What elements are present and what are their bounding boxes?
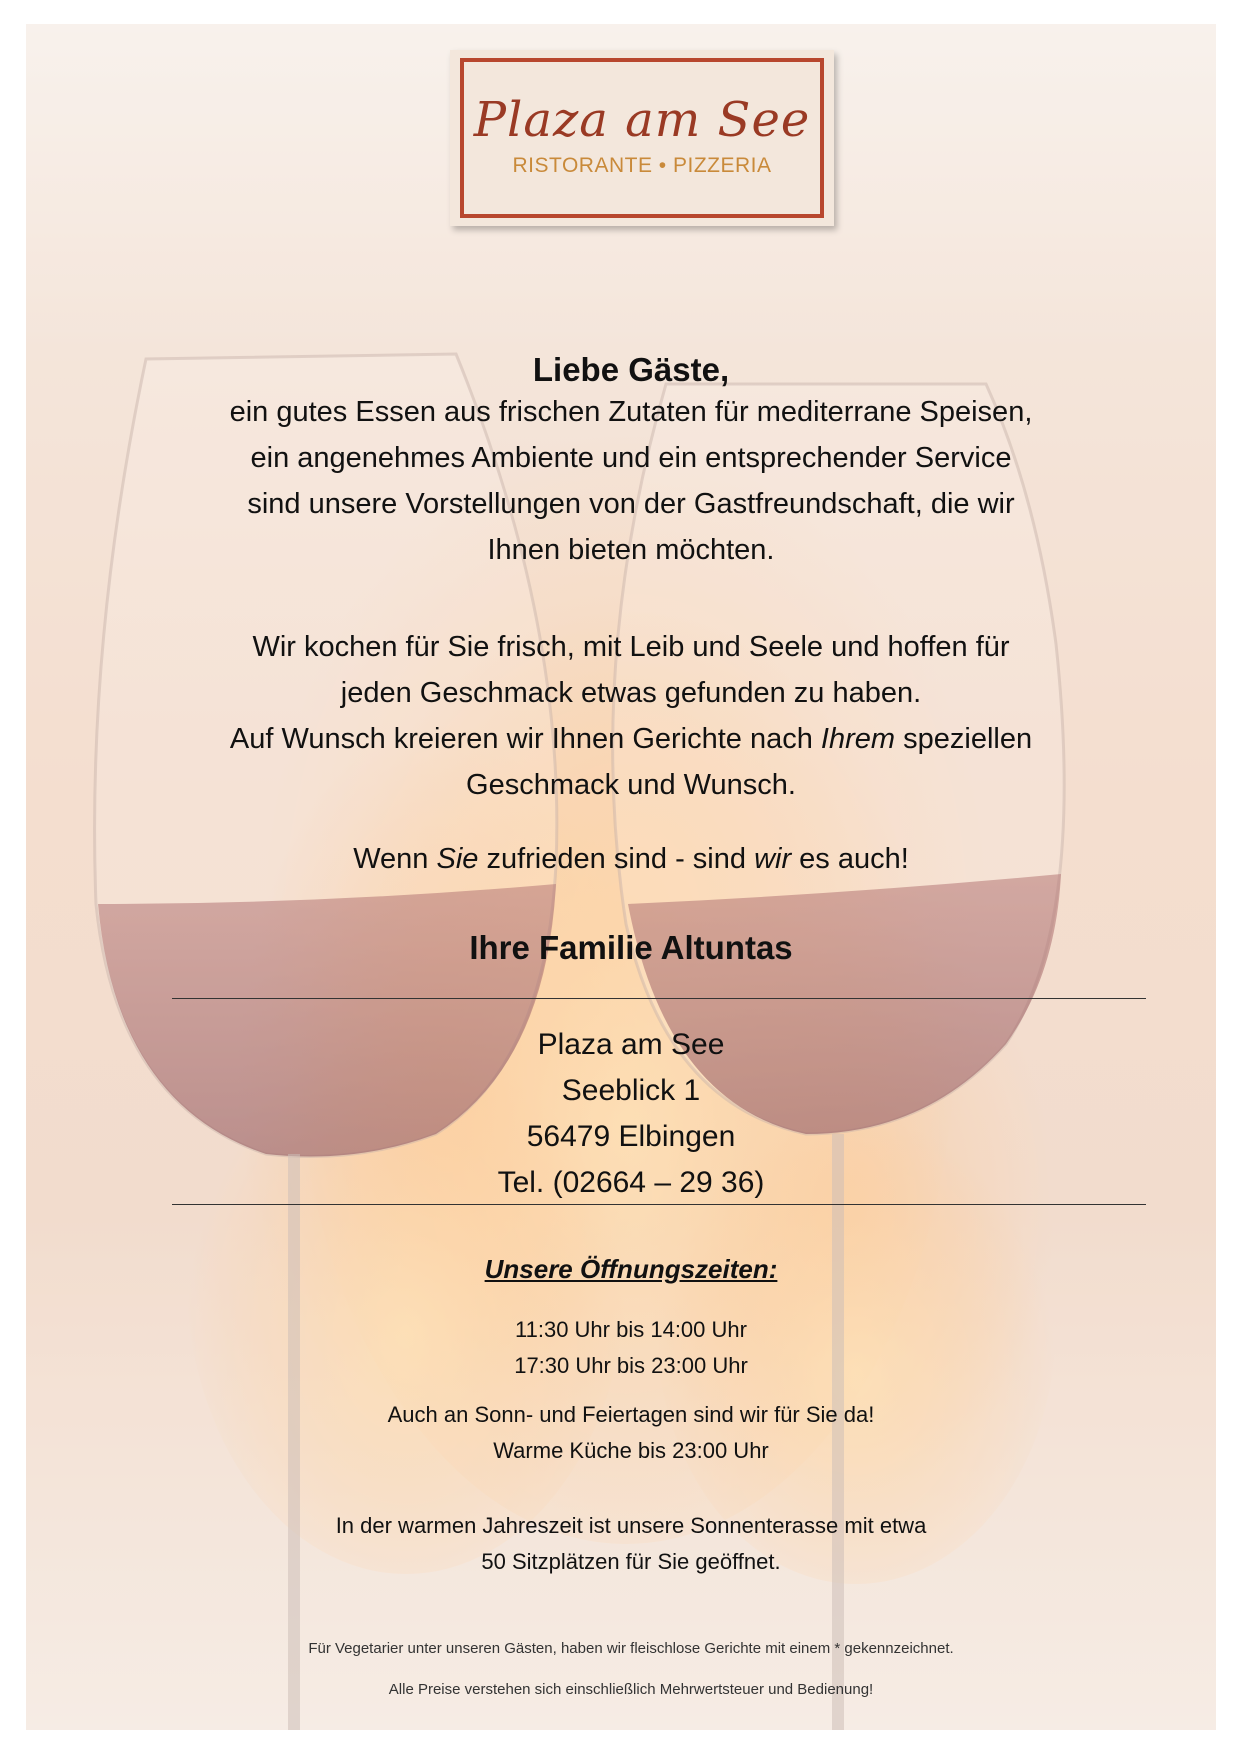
opening-hours-title: Unsere Öffnungszeiten: bbox=[484, 1254, 778, 1284]
restaurant-logo bbox=[460, 58, 824, 218]
intro-line: sind unsere Vorstellungen von der Gastfreundschaft, die wir bbox=[247, 488, 1015, 520]
price-note: Alle Preise verstehen sich einschließlich Mehrwertsteuer und Bedienung! bbox=[388, 1681, 874, 1698]
holiday-info bbox=[156, 1397, 1106, 1469]
holiday-line: Auch an Sonn- und Feiertagen sind wir für Sie da! bbox=[387, 1402, 875, 1427]
motto-text-mid: zufrieden sind - sind bbox=[478, 843, 755, 875]
motto-text-end: es auch! bbox=[791, 843, 909, 875]
intro-line: ein gutes Essen aus frischen Zutaten für mediterrane Speisen, bbox=[229, 396, 1033, 428]
intro-line: ein angenehmes Ambiente und ein entsprechender Service bbox=[250, 442, 1012, 474]
motto-line bbox=[156, 836, 1106, 882]
address-phone: Tel. (02664 – 29 36) bbox=[497, 1166, 765, 1199]
address-street: Seeblick 1 bbox=[561, 1074, 701, 1107]
custom-dish-line bbox=[156, 716, 1106, 762]
terrace-line: 50 Sitzplätzen für Sie geöffnet. bbox=[481, 1549, 781, 1574]
logo-subtitle: RISTORANTE • PIZZERIA bbox=[512, 154, 772, 177]
cooking-line: jeden Geschmack etwas gefunden zu haben. bbox=[340, 677, 922, 709]
custom-dish-text-end: speziellen bbox=[895, 723, 1033, 755]
address-block bbox=[156, 1022, 1106, 1206]
intro-line: Ihnen bieten möchten. bbox=[487, 534, 775, 566]
custom-dish-emphasis: Ihrem bbox=[820, 723, 896, 755]
greeting-heading: Liebe Gäste, bbox=[532, 351, 730, 388]
terrace-line: In der warmen Jahreszeit ist unsere Sonnenterasse mit etwa bbox=[335, 1513, 927, 1538]
cooking-line: Wir kochen für Sie frisch, mit Leib und Seele und hoffen für bbox=[252, 631, 1010, 663]
vegetarian-note: Für Vegetarier unter unseren Gästen, haben wir fleischlose Gerichte mit einem * gekennzeichnet. bbox=[308, 1640, 954, 1657]
address-name: Plaza am See bbox=[537, 1028, 725, 1061]
kitchen-line: Warme Küche bis 23:00 Uhr bbox=[493, 1438, 769, 1463]
hours-slot-lunch: 11:30 Uhr bis 14:00 Uhr bbox=[515, 1317, 747, 1342]
divider-top bbox=[172, 998, 1146, 999]
address-city: 56479 Elbingen bbox=[526, 1120, 736, 1153]
hours-slot-dinner: 17:30 Uhr bis 23:00 Uhr bbox=[514, 1353, 748, 1378]
cooking-paragraph bbox=[156, 624, 1106, 808]
terrace-info bbox=[156, 1508, 1106, 1580]
motto-text: Wenn bbox=[353, 843, 437, 875]
family-signature: Ihre Familie Altuntas bbox=[469, 929, 793, 966]
menu-page bbox=[26, 24, 1216, 1730]
motto-emphasis-sie: Sie bbox=[436, 843, 479, 875]
motto-emphasis-wir: wir bbox=[754, 843, 792, 875]
cooking-line: Geschmack und Wunsch. bbox=[466, 769, 796, 801]
divider-bottom bbox=[172, 1204, 1146, 1205]
custom-dish-text: Auf Wunsch kreieren wir Ihnen Gerichte nach bbox=[229, 723, 821, 755]
intro-paragraph bbox=[156, 389, 1106, 573]
opening-hours bbox=[156, 1312, 1106, 1384]
logo-script-text: Plaza am See bbox=[473, 92, 811, 148]
